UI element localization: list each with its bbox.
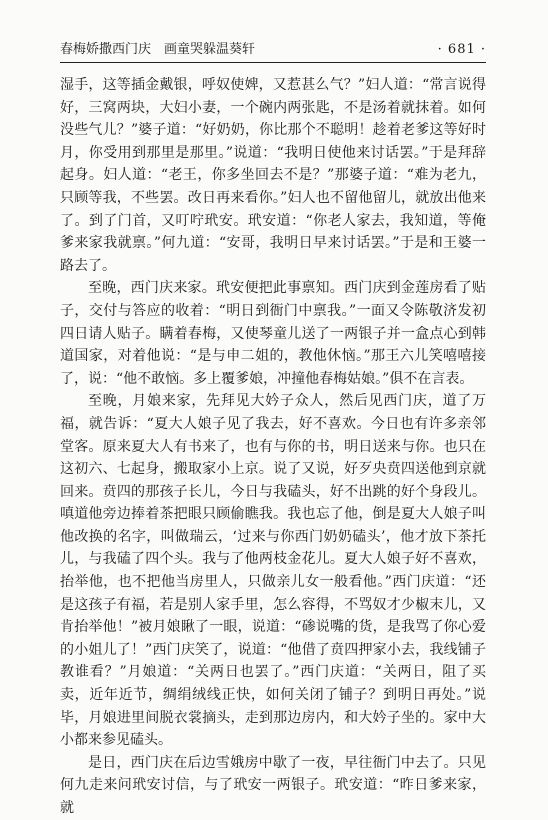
page-number: · 681 · <box>437 42 486 57</box>
body-text <box>60 74 486 820</box>
paragraph: 湿手，这等插金戴银，呼奴使婢，又惹甚么气？”妇人道：“常言说得好，三窝两块，大妇小妻，一个碗内两张匙，不是汤着就抹着。如何没些气儿？”婆子道：“好奶奶，你比那个不聪明！趁着老爹这等好时月，你受用到那里是那里。”说道：“我明日使他来讨话罢。”于是拜辞起身。妇人道：“老王，你多坐回去不是？”那婆子道：“难为老九，只顾等我，不些罢。改日再来看你。”妇人也不留他留儿，就放出他来了。到了门首，又叮咛玳安。玳安道：“你老人家去，我知道，等俺爹来家我就禀。”何九道：“安哥，我明日早来讨话罢。”于是和王婆一路去了。 <box>60 77 486 274</box>
paragraph: 至晚，月娘来家，先拜见大妗子众人，然后见西门庆，道了万福，就告诉：“夏大人娘子见了我去，好不喜欢。今日也有许多亲邻堂客。原来夏大人有书来了，也有与你的书，明日送来与你。也只在这初六、七起身，搬取家小上京。说了又说，好歹央贲四送他到京就回来。贲四的那孩子长儿，今日与我磕头，好不出跳的好个身段儿。嗔道他旁边捧着茶把眼只顾偷瞧我。我也忘了他，倒是夏大人娘子叫他改换的名字，叫做瑞云，‘过来与你西门奶奶磕头’，他才放下茶托儿，与我磕了四个头。我与了他两枝金花儿。夏大人娘子好不喜欢，抬举他，也不把他当房里人，只做亲儿女一般看他。”西门庆道：“还是这孩子有福，若是别人家手里，怎么容得，不骂奴才少椒末儿，又肯抬举他！”被月娘瞅了一眼，说道：“碜说嘴的货，是我骂了你心爱的小姐儿了！”西门庆笑了，说道：“他借了贲四押家小去，我线铺子教谁看？”月娘道：“关两日也罢了。”西门庆道：“关两日，阻了买卖，近年近节，绸绢绒线正快，如何关闭了铺子？到明日再处。”说毕，月娘进里间脱衣裳摘头，走到那边房内，和大妗子坐的。家中大小都来参见磕头。 <box>60 393 486 749</box>
paragraph: 是日，西门庆在后边雪娥房中歇了一夜，早往衙门中去了。只见何九走来问玳安讨信，与了玳安一两银子。玳安道：“昨日爹来家，就 <box>60 754 486 816</box>
running-header <box>60 40 486 63</box>
chapter-title: 春梅娇撒西门庆 画童哭躲温葵轩 <box>60 42 256 57</box>
paragraph: 至晚，西门庆来家。玳安便把此事禀知。西门庆到金莲房看了贴子，交付与答应的收着：“明日到衙门中禀我。”一面又令陈敬济发初四日请人贴子。瞒着春梅，又使琴童儿送了一两银子并一盒点心到韩道国家，对着他说：“是与申二姐的，教他休恼。”那王六儿笑嘻嘻接了，说：“他不敢恼。多上覆爹娘，冲撞他春梅姑娘。”俱不在言表。 <box>60 280 486 387</box>
